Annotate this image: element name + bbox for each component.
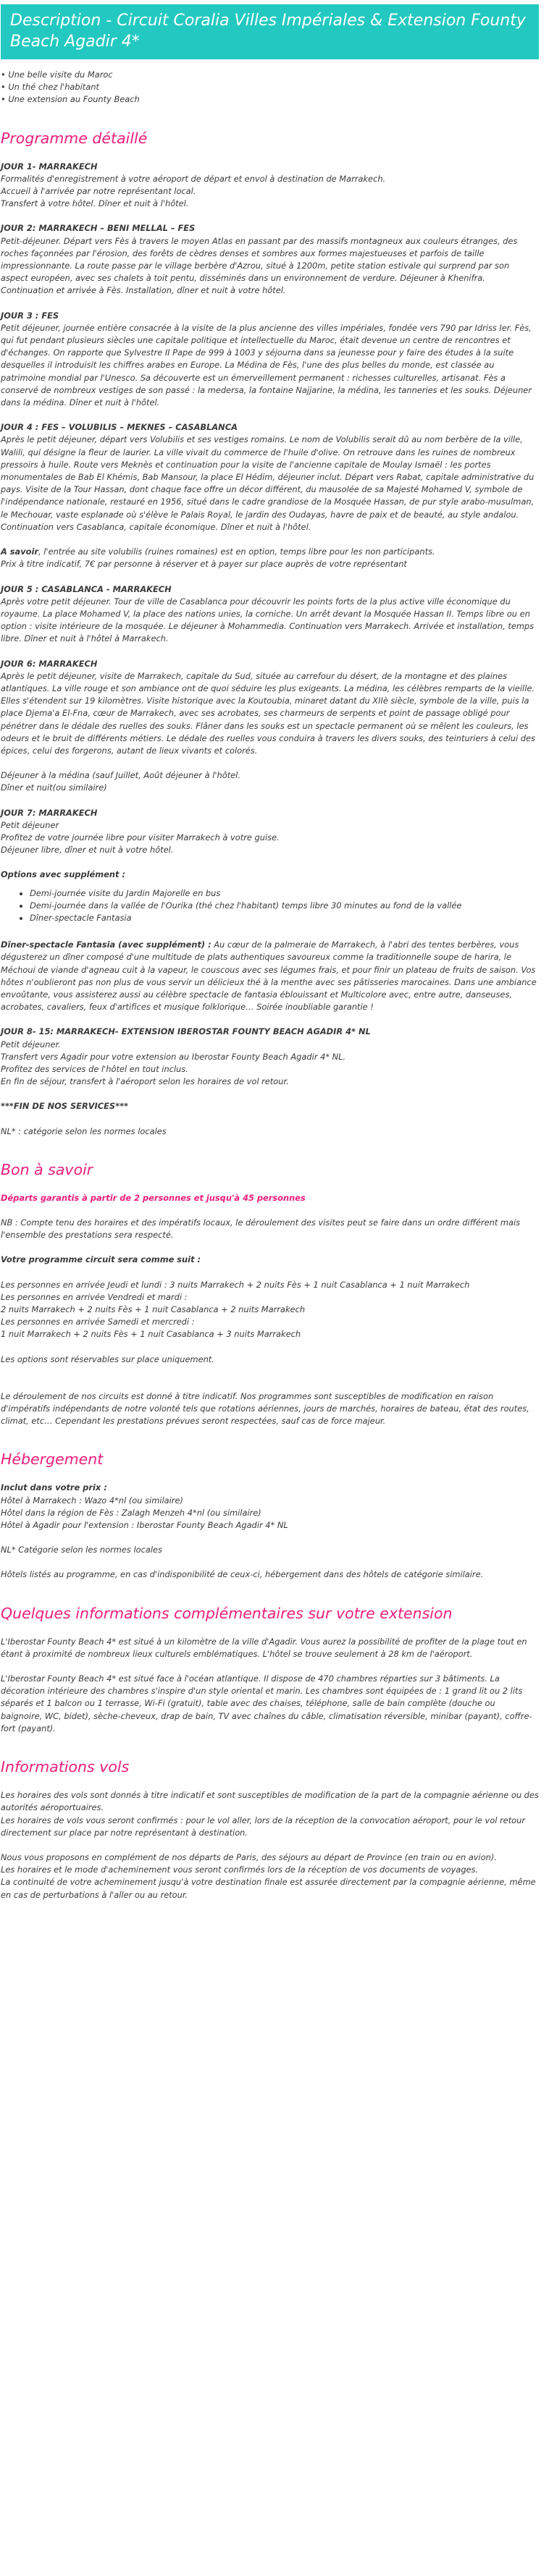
day-text: Profitez des services de l'hôtel en tout inclus. bbox=[1, 1064, 188, 1074]
day-text: Petit déjeuner. bbox=[1, 1039, 61, 1050]
spacer bbox=[1, 1378, 539, 1390]
programme-line: 2 nuits Marrakech + 2 nuits Fès + 1 nuit Casablanca + 2 nuits Marrakech bbox=[1, 1304, 306, 1315]
hotel-line: Hôtel dans la région de Fès : Zalagh Menzeh 4*nl (ou similaire) bbox=[1, 1507, 261, 1518]
day-text: Petit déjeuner bbox=[1, 819, 59, 830]
fantasia-block bbox=[1, 939, 539, 1013]
departures-note: Départs garantis à partir de 2 personnes et jusqu'à 45 personnes bbox=[1, 1192, 306, 1203]
a-savoir-lead: A savoir bbox=[1, 546, 39, 557]
hebergement-note: Hôtels listés au programme, en cas d'indisponibilité de ceux-ci, hébergement dans des hôtels de catégorie similaire. bbox=[1, 1569, 484, 1580]
vols-p2: Les horaires de vols vous seront confirmés : pour le vol aller, lors de la réception de la convocation aéroport, pour le vol retour directement sur place par notre représentant à destination. bbox=[1, 1815, 526, 1838]
hebergement-list bbox=[1, 1482, 539, 1532]
day-title: JOUR 2: MARRAKECH – BENI MELLAL – FES bbox=[1, 223, 196, 234]
options-title: Options avec supplément : bbox=[1, 869, 125, 880]
programme-heading: Programme détaillé bbox=[1, 129, 148, 147]
price-note: Prix à titre indicatif, 7€ par personne à réserver et à payer sur place auprès de votre représentant bbox=[1, 559, 407, 570]
options-list bbox=[1, 887, 539, 925]
programme-line: Les personnes en arrivée Jeudi et lundi : 3 nuits Marrakech + 2 nuits Fès + 1 nuit Casablanca + 1 nuit Marrakech bbox=[1, 1279, 470, 1290]
day-text: Déjeuner libre, dîner et nuit à votre hôtel. bbox=[1, 845, 174, 856]
a-savoir-block bbox=[1, 546, 539, 570]
intro-item: • Une extension au Founty Beach bbox=[1, 94, 140, 105]
nb-note: NB : Compte tenu des horaires et des impératifs locaux, le déroulement des visites peut se faire dans un ordre différent mais l'ensemble des prestations sera respecté. bbox=[1, 1217, 521, 1241]
vols-p3: Nous vous proposons en complément de nos départs de Paris, des séjours au départ de Province (en train ou en avion). bbox=[1, 1851, 497, 1862]
day-text: Petit-déjeuner. Départ vers Fès à travers le moyen Atlas en passant par des massifs montagneux aux couleurs étranges, des roches façonnées par l'érosion, des forêts de cèdres denses et sombres aux formes majestueuses et parfois de taille impressionnante. La route passe par le village berbère d'Azrou, situé à 1200m, petite station estivale qui surprend par son aspect européen, avec ses chalets à toit pentu, disséminés dans un environnement de verdure. Déjeuner à Khenifra. Continuation et arrivée à Fès. Installation, dîner et nuit à votre hôtel. bbox=[1, 235, 518, 296]
day-block bbox=[1, 222, 539, 297]
a-savoir-text bbox=[1, 546, 539, 558]
fantasia-lead: Dîner-spectacle Fantasia (avec supplément) : bbox=[1, 939, 211, 950]
day-title: JOUR 3 : FES bbox=[1, 310, 59, 321]
extension-info-heading: Quelques informations complémentaires sur votre extension bbox=[1, 1604, 453, 1622]
day-text: Après le petit déjeuner, départ vers Volubilis et ses vestiges romains. Le nom de Volubilis serait dû au nom berbère de la ville, Walili, qui désigne la fleur de laurier. La ville vivait du commerce de l'huile d'olive. On retrouve dans les ruines de nombreux pressoirs à huile. Route vers Meknès et continuation pour la visite de l'ancienne capitale de Moulay Ismaël : les portes monumentales de Bab El Khémis, Bab Mansour, la place El Hédim, déjeuner inclut. Départ vers Rabat, capitale administrative du pays. Visite de la Tour Hassan, dont chaque face offre un décor différent, du mausolée de sa Majesté Mohamed V, symbole de l'indépendance nationale, restauré en 1956, situé dans le cadre grandiose de la Mosquée Hassan, de pur style arabo-musulman, le Mechouar, vaste esplanade où s'élève le Palais Royal, le jardin des Oudayas, havre de paix et de beauté, au style andalou. Continuation vers Casablanca, capitale économique. Dîner et nuit à l'hôtel. bbox=[1, 434, 535, 532]
day-text: Dîner et nuit(ou similaire) bbox=[1, 782, 107, 793]
fantasia-text bbox=[1, 939, 539, 1013]
day-title: JOUR 6: MARRAKECH bbox=[1, 658, 98, 669]
day-title: JOUR 1- MARRAKECH bbox=[1, 161, 98, 172]
vols-heading: Informations vols bbox=[1, 1758, 130, 1776]
day-text: Profitez de votre journée libre pour visiter Marrakech à votre guise. bbox=[1, 832, 280, 843]
a-savoir-rest: , l'entrée au site volubilis (ruines romaines) est en option, temps libre pour les non participants. bbox=[38, 546, 435, 557]
programme-line: Les personnes en arrivée Samedi et mercredi : bbox=[1, 1317, 195, 1327]
day-text: Accueil à l'arrivée par notre représentant local. bbox=[1, 186, 196, 197]
intro-list bbox=[1, 69, 539, 106]
disclaimer: Le déroulement de nos circuits est donné à titre indicatif. Nos programmes sont susceptibles de modification en raison d'impératifs indépendants de notre volonté tels que rotations aériennes, jours de marchés, horaires de bateau, état des routes, climat, etc… Cependant les prestations prévues seront respectées, sauf cas de force majeur. bbox=[1, 1390, 529, 1427]
page-title: Description - Circuit Coralia Villes Impériales & Extension Founty Beach Agadir 4* bbox=[1, 4, 539, 59]
day-extra-block bbox=[1, 769, 539, 794]
programme-circuit-list bbox=[1, 1279, 539, 1341]
hebergement-nl-note: NL* Catégorie selon les normes locales bbox=[1, 1545, 162, 1555]
day-title: JOUR 4 : FES – VOLUBILIS – MEKNES – CASABLANCA bbox=[1, 422, 238, 433]
day-text: Transfert vers Agadir pour votre extension au Iberostar Founty Beach Agadir 4* NL. bbox=[1, 1051, 346, 1062]
hebergement-heading: Hébergement bbox=[1, 1450, 104, 1469]
programme-line: Les personnes en arrivée Vendredi et mardi : bbox=[1, 1291, 188, 1302]
day-block bbox=[1, 658, 539, 758]
vols-p4: Les horaires et le mode d'acheminement vous seront confirmés lors de la réception de vos documents de voyages. bbox=[1, 1865, 479, 1875]
vols-p1: Les horaires des vols sont donnés à titre indicatif et sont susceptibles de modification de la part de la compagnie aérienne ou des autorités aéroportuaires. bbox=[1, 1790, 539, 1813]
day-block bbox=[1, 1026, 539, 1088]
day-text: En fin de séjour, transfert à l'aéroport selon les horaires de vol retour. bbox=[1, 1076, 289, 1087]
options-note: Les options sont réservables sur place uniquement. bbox=[1, 1354, 214, 1364]
fantasia-desc: Au cœur de la palmeraie de Marrakech, à l'abri des tentes berbères, vous dégusterez un dîner composé d'une multitude de plats authentiques savoureux comme la traditionnelle soupe de harira, le Méchoui de viande d'agneau cuit à la vapeur, le couscous avec ses légumes frais, et pour finir un plateau de fruits de saison. Vos hôtes n'oublieront pas non plus de vous servir un délicieux thé à la menthe avec ses pâtisseries marocaines. Dans une ambiance envoûtante, vous assisterez aussi au célèbre spectacle de fantasia éblouissant et Multicolore avec, entre autre, danseuses, acrobates, cavaliers, feux d'artifices et musique folklorique… Soirée inoubliable garantie ! bbox=[1, 939, 537, 1013]
hotel-line: Hôtel à Agadir pour l'extension : Iberostar Founty Beach Agadir 4* NL bbox=[1, 1520, 288, 1531]
day-text: Après votre petit déjeuner. Tour de ville de Casablanca pour découvrir les points forts de la plus active ville économique du royaume. La place Mohamed V, la place des nations unies, la corniche. Un arrêt devant la Mosquée Hassan II. Temps libre ou en option : visite intérieure de la mosquée. Le déjeuner à Mohammedia. Continuation vers Marrakech. Arrivée et installation, temps libre. Dîner et nuit à l'hôtel à Marrakech. bbox=[1, 596, 535, 644]
day-block bbox=[1, 421, 539, 533]
day-block bbox=[1, 583, 539, 646]
end-of-services: ***FIN DE NOS SERVICES*** bbox=[1, 1101, 128, 1112]
option-item: • Demi-journée dans la vallée de l'Ourika (thé chez l'habitant) temps libre 30 minutes au fond de la vallée bbox=[30, 900, 539, 912]
day-title: JOUR 8- 15: MARRAKECH- EXTENSION IBEROSTAR FOUNTY BEACH AGADIR 4* NL bbox=[1, 1026, 371, 1037]
day-block bbox=[1, 807, 539, 857]
day-text: Formalités d'enregistrement à votre aéroport de départ et envol à destination de Marrakech. bbox=[1, 173, 386, 184]
programme-circuit-title: Votre programme circuit sera comme suit : bbox=[1, 1254, 201, 1265]
extension-info-p1: L'Iberostar Founty Beach 4* est situé à un kilomètre de la ville d'Agadir. Vous aurez la possibilité de profiter de la plage tout en étant à proximité de nombreux lieux culturels emblématiques. L'hôtel se trouve seulement à 28 km de l'aéroport. bbox=[1, 1636, 527, 1659]
nl-note: NL* : catégorie selon les normes locales bbox=[1, 1126, 167, 1136]
option-item: • Dîner-spectacle Fantasia bbox=[30, 912, 539, 924]
vols-p5: La continuité de votre acheminement jusqu'à votre destination finale est assurée directement par la compagnie aérienne, même en cas de perturbations à l'aller ou au retour. bbox=[1, 1877, 536, 1900]
day-text: Déjeuner à la médina (sauf Juillet, Août déjeuner à l'hôtel. bbox=[1, 770, 240, 781]
extension-info-p2: L'Iberostar Founty Beach 4* est situé face à l'océan atlantique. Il dispose de 470 chambres réparties sur 3 bâtiments. La décoration intérieure des chambres s'inspire d'un style oriental et marin. Les chambres sont équipées de : 1 grand lit ou 2 lits séparés et 1 balcon ou 1 terrasse, Wi-Fi (gratuit), table avec des chaises, téléphone, salle de bain complète (douche ou baignoire, WC, bidet), sèche-cheveux, drap de bain, TV avec chaînes du câble, climatisation réversible, minibar (payant), coffre-fort (payant). bbox=[1, 1673, 532, 1733]
day-title: JOUR 7: MARRAKECH bbox=[1, 807, 98, 818]
hebergement-title: Inclut dans votre prix : bbox=[1, 1482, 107, 1493]
hotel-line: Hôtel à Marrakech : Wazo 4*nl (ou similaire) bbox=[1, 1495, 183, 1506]
day-text: Après le petit déjeuner, visite de Marrakech, capitale du Sud, située au carrefour du désert, de la montagne et des plaines atlantiques. La ville rouge et son ambiance ont de quoi séduire les plus exigeants. La médina, les célèbres remparts de la vieille. Elles s'étendent sur 19 kilomètres. Visite historique avec la Koutoubia, minaret datant du XIIè siècle, symbole de la ville, puis la place Djema'a El-Fna, cœur de Marrakech, avec ses acrobates, ses charmeurs de serpents et point de passage obligé pour pénétrer dans le dédale des ruelles des souks. Flâner dans les souks est un spectacle permanent où se mêlent les couleurs, les odeurs et le bruit de différents métiers. Le dédale des ruelles vous conduira à travers les divers souks, des teinturiers à celui des épices, celui des forgerons, autant de lieux vivants et colorés. bbox=[1, 670, 535, 756]
bon-a-savoir-heading: Bon à savoir bbox=[1, 1160, 93, 1178]
day-text: Transfert à votre hôtel. Dîner et nuit à l'hôtel. bbox=[1, 198, 189, 209]
day-block bbox=[1, 161, 539, 211]
intro-item: • Un thé chez l'habitant bbox=[1, 82, 99, 93]
day-block bbox=[1, 310, 539, 410]
day-text: Petit déjeuner, journée entière consacrée à la visite de la plus ancienne des villes impériales, fondée vers 790 par Idriss Ier. Fès, qui fut pendant plusieurs siècles une capitale politique et intellectuelle du Maroc, était devenue un centre de rencontres et d'échanges. On rapporte que Sylvestre II Pape de 999 à 1003 y séjourna dans sa jeunesse pour y faire des études à la suite desquelles il introduisit les chiffres arabes en Europe. La Médina de Fès, l'une des plus belles du monde, est classée au patrimoine mondial par l'Unesco. Sa découverte est un émerveillement permanent : richesses culturelles, artisanat. Fès a conservé de nombreux vestiges de son passé : la medersa, la fontaine Najjarine, la médina, les tanneries et les souks. Déjeuner dans la médina. Dîner et nuit à l'hôtel. bbox=[1, 322, 532, 408]
option-item: • Demi-journée visite du Jardin Majorelle en bus bbox=[30, 887, 539, 900]
programme-line: 1 nuit Marrakech + 2 nuits Fès + 1 nuit Casablanca + 3 nuits Marrakech bbox=[1, 1329, 301, 1340]
intro-item: • Une belle visite du Maroc bbox=[1, 69, 113, 80]
day-title: JOUR 5 : CASABLANCA - MARRAKECH bbox=[1, 583, 172, 594]
